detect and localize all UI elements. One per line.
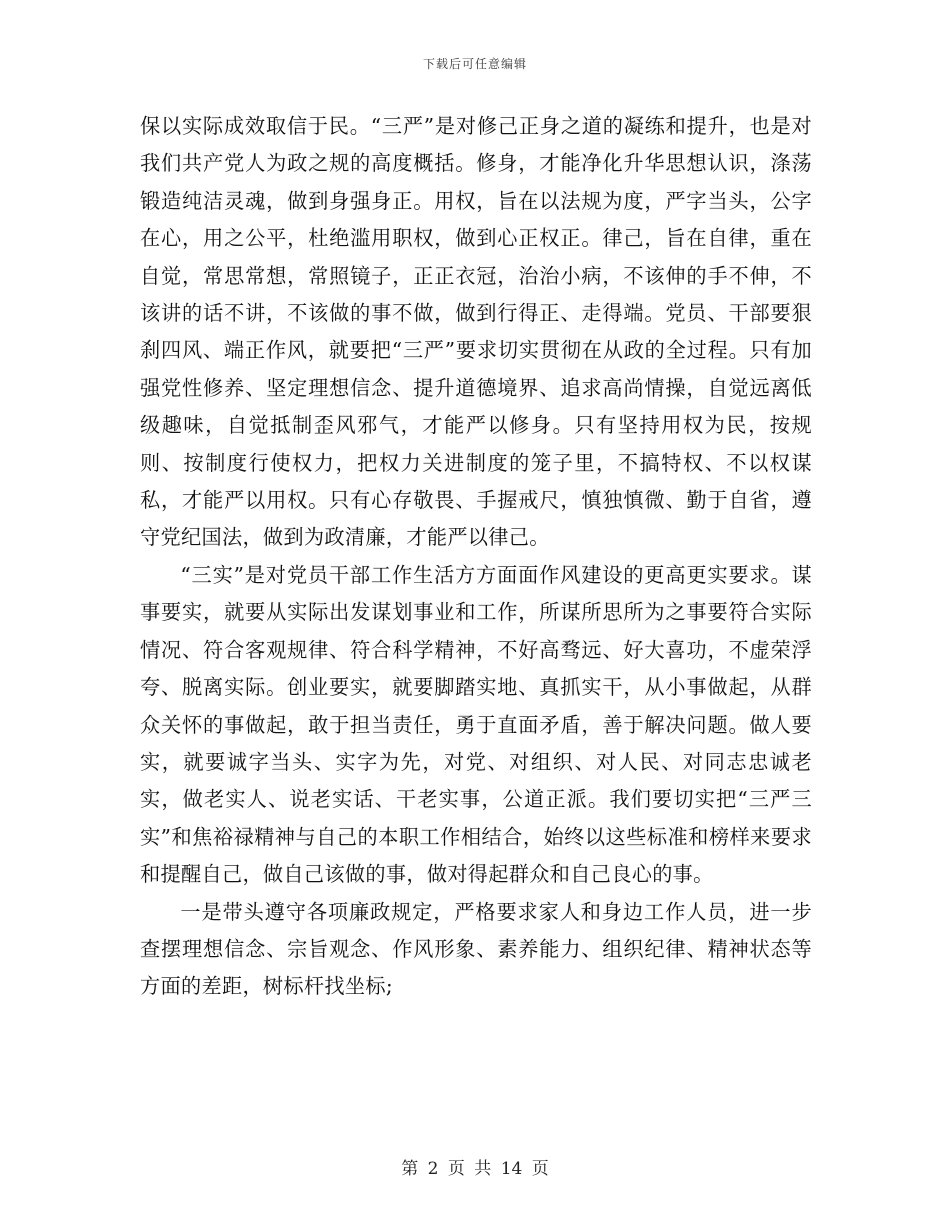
page-number-footer: 第 2 页 共 14 页 [401,1159,549,1179]
paragraph-3: 一是带头遵守各项廉政规定，严格要求家人和身边工作人员，进一步查摆理想信念、宗旨观念、作风形象、素养能力、组织纪律、精神状态等方面的差距，树标杆找坐标; [140,899,812,999]
document-body [140,108,812,1006]
paragraph-2: “三实”是对党员干部工作生活方方面面作风建设的更高更实要求。谋事要实，就要从实际出发谋划事业和工作，所谋所思所为之事要符合实际情况、符合客观规律、符合科学精神，不好高骛远、好大喜功，不虚荣浮夸、脱离实际。创业要实，就要脚踏实地、真抓实干，从小事做起，从群众关怀的事做起，敢于担当责任，勇于直面矛盾，善于解决问题。做人要实，就要诚字当头、实字为先，对党、对组织、对人民、对同志忠诚老实，做老实人、说老实话、干老实事，公道正派。我们要切实把“三严三实”和焦裕禄精神与自己的本职工作相结合，始终以这些标准和榜样来要求和提醒自己，做自己该做的事，做对得起群众和自己良心的事。 [140,562,812,887]
page-header: 下载后可任意编辑 [422,57,527,71]
paragraph-1: 保以实际成效取信于民。“三严”是对修己正身之道的凝练和提升，也是对我们共产党人为政之规的高度概括。修身，才能净化升华思想认识，涤荡锻造纯洁灵魂，做到身强身正。用权，旨在以法规为度，严字当头，公字在心，用之公平，杜绝滥用职权，做到心正权正。律己，旨在自律，重在自觉，常思常想，常照镜子，正正衣冠，治治小病，不该伸的手不伸，不该讲的话不讲，不该做的事不做，做到行得正、走得端。党员、干部要狠刹四风、端正作风，就要把“三严”要求切实贯彻在从政的全过程。只有加强党性修养、坚定理想信念、提升道德境界、追求高尚情操，自觉远离低级趣味，自觉抵制歪风邪气，才能严以修身。只有坚持用权为民，按规则、按制度行使权力，把权力关进制度的笼子里，不搞特权、不以权谋私，才能严以用权。只有心存敬畏、手握戒尺，慎独慎微、勤于自省，遵守党纪国法，做到为政清廉，才能严以律己。 [140,114,812,550]
